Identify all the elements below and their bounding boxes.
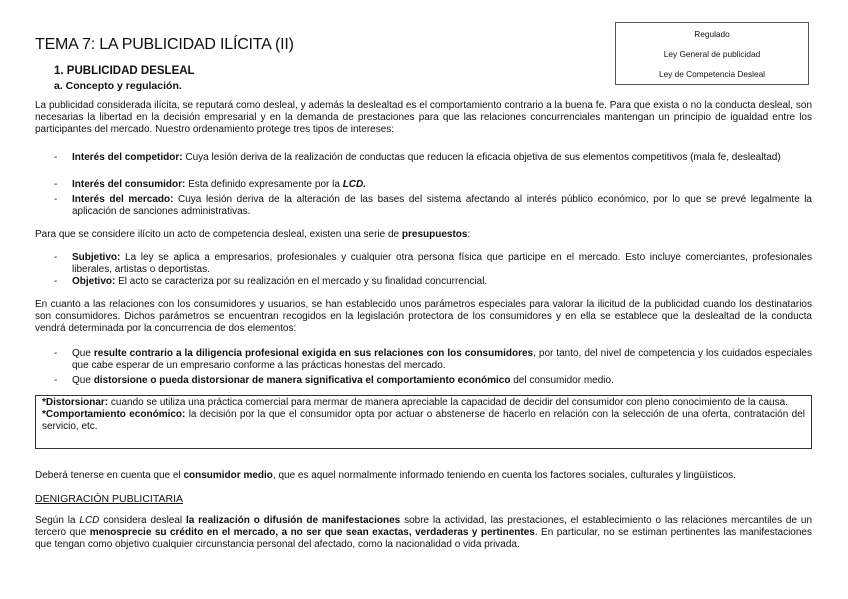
regulado-box <box>615 22 809 85</box>
term: Objetivo: <box>72 276 116 287</box>
definition-comportamiento <box>42 409 805 433</box>
definition: La ley se aplica a empresarios, profesionales y cualquier otra persona física que participe en el mercado. Esto incluye comerciantes, profesionales liberales, artistas o deportistas. <box>72 252 812 275</box>
list-item-objetivo <box>54 276 812 288</box>
element-post: , por tanto, del nivel de competencia y los cuidados especiales que cabe esperar de un empresario conforme a las prácticas honestas del mercado. <box>72 348 812 371</box>
definitions-box <box>35 395 812 449</box>
text-part: . En particular, no se estiman pertinentes las manifestaciones que tengan como objetivo cualquier circunstancia personal del afectado, como la nacionalidad o vida privada. <box>35 526 812 550</box>
element-post: del consumidor medio. <box>510 375 614 386</box>
bullet-dash: - <box>54 152 58 163</box>
presupuestos-colon: : <box>467 229 471 240</box>
definition: El acto se caracteriza por su realización en el mercado y su finalidad concurrencial. <box>115 276 488 287</box>
denigracion-paragraph <box>35 515 812 550</box>
element-bold: distorsione o pueda distorsionar de manera significativa el comportamiento económico <box>93 375 511 386</box>
list-item-diligencia <box>54 348 812 372</box>
text-part: considera desleal <box>99 515 186 526</box>
presupuestos-bold: presupuestos <box>401 229 468 240</box>
definition: Cuya lesión deriva de la realización de conductas que reducen la eficacia objetiva de sus elementos competitivos (mala fe, deslealtad) <box>182 152 781 163</box>
definition: la decisión por la que el consumidor opta por actuar o abstenerse de hacerlo en relación con la selección de una oferta, contratación del servicio, etc. <box>42 408 805 432</box>
element-pre: Que <box>72 348 94 359</box>
page-title: TEMA 7: LA PUBLICIDAD ILÍCITA (II) <box>35 36 294 53</box>
consumidor-medio-paragraph <box>35 470 812 482</box>
list-item-subjetivo <box>54 252 812 276</box>
bullet-dash: - <box>54 252 58 263</box>
bullet-dash: - <box>54 375 58 386</box>
presupuestos-paragraph <box>35 229 812 241</box>
bullet-dash: - <box>54 194 58 205</box>
text-post: , que es aquel normalmente informado teniendo en cuenta los factores sociales, culturales y lingüísticos. <box>272 470 736 481</box>
definition-distorsionar <box>42 397 805 409</box>
text-bold: consumidor medio <box>183 470 273 481</box>
text-bold: menosprecie su crédito en el mercado, a no ser que sean exactas, verdaderas y pertinentes <box>89 526 535 538</box>
term: *Distorsionar: <box>42 397 109 408</box>
law-abbrev: LCD <box>79 515 100 526</box>
bullet-dash: - <box>54 348 58 359</box>
intro-paragraph: La publicidad considerada ilícita, se reputará como desleal, y además la deslealtad es el comportamiento contrario a la buena fe. Para que exista o no la conducta desleal, son necesarias la libertad en la decisión empresarial y en la demanda de prestaciones para que las relaciones concurrenciales mantengan un principio de igualdad entre los participantes del mercado. Nuestro ordenamiento protege tres tipos de intereses: <box>35 100 812 135</box>
term: *Comportamiento económico: <box>42 408 186 420</box>
list-item-distorsione <box>54 375 812 387</box>
section-heading: 1. PUBLICIDAD DESLEAL <box>54 65 195 77</box>
term: Subjetivo: <box>72 252 121 263</box>
text-pre: Deberá tenerse en cuenta que el <box>35 470 184 481</box>
presupuestos-intro: Para que se considere ilícito un acto de competencia desleal, existen una serie de <box>35 229 402 240</box>
definition: Cuya lesión deriva de la alteración de las bases del sistema afectando al interés público económico, por lo que se prevé legalmente la aplicación de sanciones administrativas. <box>72 194 812 217</box>
bullet-dash: - <box>54 276 58 287</box>
element-bold: resulte contrario a la diligencia profesional exigida en sus relaciones con los consumidores <box>93 348 534 359</box>
subsection-heading: a. Concepto y regulación. <box>54 80 182 92</box>
term: Interés del consumidor: <box>72 179 186 190</box>
consumers-paragraph: En cuanto a las relaciones con los consumidores y usuarios, se han establecido unos parámetros especiales para valorar la ilicitud de la publicidad cuando los destinatarios son consumidores. Dichos parámetros se encuentran recogidos en la legislación protectora de los consumidores y en ella se establece que la deslealtad de la conducta vendrá determinada por la concurrencia de dos elementos: <box>35 299 812 334</box>
text-bold: la realización o difusión de manifestaciones <box>185 515 401 526</box>
list-item-interes-consumidor <box>54 179 812 191</box>
text-part: Según la <box>35 515 80 526</box>
regulado-law-general: Ley General de publicidad <box>663 49 761 59</box>
law-abbrev: LCD. <box>342 179 367 190</box>
denigracion-heading: DENIGRACIÓN PUBLICITARIA <box>35 493 183 505</box>
element-pre: Que <box>72 375 94 386</box>
regulado-law-competencia: Ley de Competencia Desleal <box>658 69 766 79</box>
term: Interés del competidor: <box>72 152 183 163</box>
text-part: sobre la actividad, las prestaciones, el establecimiento o las relaciones mercantiles de un tercero que <box>35 515 812 538</box>
list-item-interes-mercado <box>54 194 812 218</box>
term: Interés del mercado: <box>72 194 174 205</box>
list-item-interes-competidor <box>54 152 812 164</box>
bullet-dash: - <box>54 179 58 190</box>
regulado-heading: Regulado <box>694 29 730 39</box>
definition: Esta definido expresamente por la <box>185 179 343 190</box>
definition: cuando se utiliza una práctica comercial para mermar de manera apreciable la capacidad de decidir del consumidor con pleno conocimiento de la causa. <box>108 397 788 408</box>
